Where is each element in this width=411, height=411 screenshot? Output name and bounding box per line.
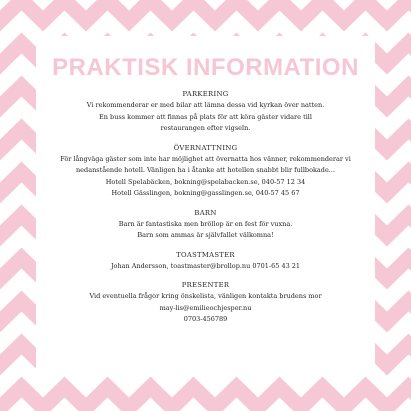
section-text xyxy=(42,154,369,200)
section-heading: PARKERING xyxy=(182,90,229,98)
section-text xyxy=(42,261,369,273)
text-line: Barn är fantastiska men bröllop är en fest för vuxna. xyxy=(118,219,293,228)
text-line: Johan Andersson, toastmaster@brollop.nu 0701-65 43 21 xyxy=(110,261,301,270)
section-barn xyxy=(42,208,369,242)
text-line: Vi rekommenderar er med bilar att lämna dessa vid kyrkan över natten. xyxy=(86,101,325,109)
info-card xyxy=(36,36,375,375)
section-overnattning xyxy=(42,143,369,200)
section-presenter xyxy=(42,280,369,326)
text-line: nedanstående hotell. Vänligen ha i åtanke att hotellen snabbt blir fullbokade... xyxy=(76,166,335,174)
text-line: Hotell Gässlingen, bokning@gasslingen.se, 040-57 45 67 xyxy=(111,189,300,197)
text-line: 0703-456789 xyxy=(183,315,228,323)
section-text xyxy=(42,291,369,326)
section-text xyxy=(42,219,369,242)
section-toastmaster xyxy=(42,250,369,273)
section-heading: BARN xyxy=(194,208,217,217)
section-text xyxy=(42,100,369,135)
text-line: För långväga gäster som inte har möjlighet att övernatta hos vänner, rekommenderar vi xyxy=(60,154,351,163)
text-line: Vid eventuella frågor kring önskelista, vänligen kontakta brudens mor xyxy=(89,292,322,300)
page-title: PRAKTISK INFORMATION xyxy=(52,54,359,81)
section-heading: PRESENTER xyxy=(181,281,230,289)
section-heading: TOASTMASTER xyxy=(176,250,235,259)
section-heading: ÖVERNATTNING xyxy=(173,143,238,152)
text-line: Hotell Spelabäcken, bokning@spelabacken.se, 040-57 12 34 xyxy=(105,177,306,186)
text-line: Barn som ammas är självfallet välkomna! xyxy=(137,231,274,239)
text-line: restaurangen efter vigseln. xyxy=(160,124,251,132)
text-line: En buss kommer att finnas på plats för att köra gäster vidare till xyxy=(99,112,312,121)
section-parkering xyxy=(42,89,369,135)
text-line: may-lis@emilieochjesper.nu xyxy=(159,303,252,312)
